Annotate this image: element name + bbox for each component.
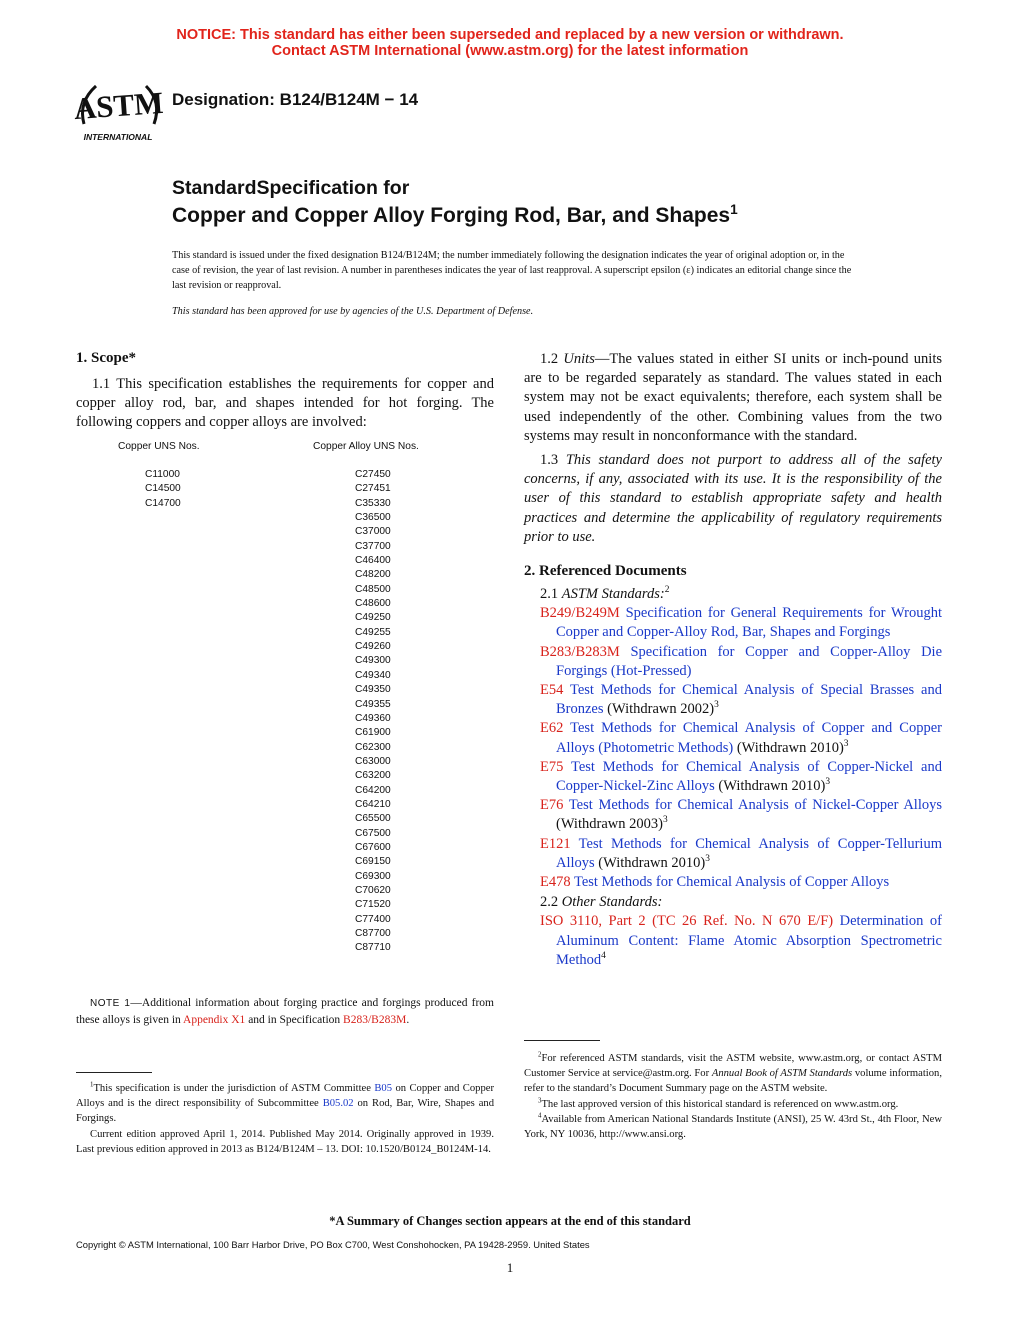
- committee-b05-link[interactable]: B05: [374, 1083, 393, 1094]
- ref-code[interactable]: E75: [540, 758, 564, 775]
- ref-footnote-mark: 3: [714, 700, 719, 711]
- alloy-uns-item: C64210: [355, 798, 391, 810]
- note-text-3: .: [406, 1014, 410, 1026]
- designation: Designation: B124/B124M − 14: [172, 90, 419, 109]
- astm-ref-list: [540, 604, 942, 892]
- footnote-4: [524, 1112, 942, 1142]
- alloy-uns-item: C62300: [355, 741, 391, 753]
- alloy-uns-item: C69300: [355, 870, 391, 882]
- ref-item[interactable]: [540, 643, 942, 681]
- footnote-1-edition-text: Current edition approved April 1, 2014. Published May 2014. Originally approved in 1939. Last previous edition approved in 2013 as B124/B124M – 13. DOI: 10.1520/B0124_B0124M-14.: [76, 1128, 494, 1155]
- note-text-2: and in Specification: [245, 1014, 344, 1026]
- ref-code[interactable]: E54: [540, 682, 564, 699]
- footnotes-left: [76, 1081, 494, 1157]
- sub1-text: ASTM Standards:: [561, 586, 665, 603]
- refs-sub2: [524, 893, 942, 912]
- ref-code[interactable]: E478: [540, 874, 571, 891]
- notice-line-2: Contact ASTM International (www.astm.org) for the latest information: [271, 43, 749, 59]
- logo-word: INTERNATIONAL: [83, 132, 153, 142]
- intro-text: This standard is issued under the fixed designation B124/B124M; the number immediately following the designation indicates the year of original adoption or, in the case of revision, the year of last revision. A number in parentheses indicates the year of last reapproval. A superscript epsilon (ε) indicates an editorial change since the last revision or reapproval.: [172, 250, 852, 291]
- iso-title[interactable]: Determination of Aluminum Content: Flame Atomic Absorption Spectrometric Method: [556, 913, 942, 968]
- ref-code[interactable]: E76: [540, 797, 564, 814]
- footnote-2-text-b: volume information, refer to the standard’s Document Summary page on the ASTM website.: [524, 1068, 942, 1095]
- notice-line-1: NOTICE: This standard has either been superseded and replaced by a new version or withdrawn.: [176, 27, 844, 43]
- ref-item[interactable]: [540, 758, 942, 796]
- alloy-uns-item: C37000: [355, 526, 391, 538]
- ref-title[interactable]: Test Methods for Chemical Analysis of Copper and Copper Alloys (Photometric Methods): [556, 720, 942, 756]
- alloy-uns-item: C37700: [355, 540, 391, 552]
- alloy-uns-item: C49300: [355, 655, 391, 667]
- summary-note: *A Summary of Changes section appears at the end of this standard: [329, 1214, 691, 1228]
- logo-letters: ASTM: [74, 84, 164, 127]
- alloy-uns-item: C70620: [355, 884, 391, 896]
- astm-logo: [74, 72, 164, 144]
- ref-footnote-mark: 3: [843, 738, 849, 749]
- left-column: [76, 350, 494, 433]
- note-label: NOTE 1: [90, 998, 131, 1009]
- alloy-uns-item: C27450: [355, 469, 391, 480]
- alloy-uns-item: C48200: [355, 569, 391, 581]
- scope-p2: [524, 350, 942, 446]
- alloy-uns-item: C49350: [355, 684, 391, 696]
- ref-title[interactable]: Test Methods for Chemical Analysis of Special Brasses and Bronzes: [556, 682, 942, 718]
- document-title: [172, 175, 738, 229]
- alloy-uns-item: C48500: [355, 583, 391, 595]
- p2-text: —The values stated in either SI units or inch-pound units are to be regarded separately as standard. The values stated in each system may not be exact equivalents; therefore, each system shall be used independently of the other. Combining values from the two systems may result in nonconformance with the standard.: [524, 351, 943, 444]
- title-line-2: Copper and Copper Alloy Forging Rod, Bar, and Shapes: [172, 204, 731, 227]
- ref-code[interactable]: B249/B249M: [540, 605, 620, 622]
- ref-item[interactable]: [540, 796, 942, 834]
- footnote-2-italic: Annual Book of ASTM Standards: [711, 1068, 853, 1080]
- footnote-3: [524, 1097, 942, 1112]
- ref-footnote-mark: 3: [705, 854, 710, 865]
- ref-item[interactable]: [540, 719, 942, 757]
- title-footnote-mark: 1: [730, 202, 738, 217]
- ref-title[interactable]: Test Methods for Chemical Analysis of Copper-Nickel and Copper-Nickel-Zinc Alloys: [556, 758, 942, 795]
- ref-item[interactable]: [540, 835, 942, 873]
- footnote-1-text-a: This specification is under the jurisdiction of ASTM Committee: [93, 1083, 375, 1094]
- sub1-num: 2.1: [540, 586, 562, 603]
- ref-withdrawn: (Withdrawn 2003): [556, 816, 663, 833]
- copyright: Copyright © ASTM International, 100 Barr Harbor Drive, PO Box C700, West Conshohocken, PA 19428-2959. United States: [76, 1239, 590, 1250]
- title-line-1: StandardSpecification for: [172, 177, 410, 199]
- alloy-uns-item: C46400: [355, 555, 391, 567]
- alloy-uns-item: C49250: [355, 612, 391, 624]
- ref-title[interactable]: Test Methods for Chemical Analysis of Copper Alloys: [573, 874, 890, 891]
- alloy-uns-item: C63200: [355, 770, 391, 782]
- footnote-rule-left: [76, 1072, 152, 1073]
- alloy-uns-item: C69150: [355, 856, 391, 868]
- alloy-uns-item: C49260: [355, 641, 391, 653]
- ref-title[interactable]: Test Methods for Chemical Analysis of Nickel-Copper Alloys: [568, 797, 942, 814]
- copper-uns-item: C14700: [145, 497, 181, 509]
- sub1-mark: 2: [664, 585, 670, 596]
- alloy-uns-item: C36500: [355, 512, 391, 524]
- p3-num: 1.3: [540, 452, 566, 469]
- ref-withdrawn: (Withdrawn 2002): [603, 701, 715, 718]
- iso-code[interactable]: ISO 3110, Part 2 (TC 26 Ref. No. N 670 E/F): [540, 913, 834, 930]
- footnote-2: [524, 1051, 942, 1097]
- footnote-4-text: Available from American National Standards Institute (ANSI), 25 W. 43rd St., 4th Floor, New York, NY 10036, http://www.ansi.org.: [524, 1113, 942, 1141]
- alloy-uns-item: C77400: [355, 913, 391, 925]
- note-1: [76, 995, 494, 1028]
- footnote-1-text-c: on Rod, Bar, Wire, Shapes and Forgings.: [76, 1098, 495, 1125]
- alloy-uns-item: C64200: [355, 784, 391, 796]
- footnote-1-text-b: on Copper and Copper Alloys and is the direct responsibility of Subcommittee: [76, 1083, 494, 1110]
- copper-table-header-1: Copper UNS Nos.: [118, 441, 200, 452]
- ref-footnote-mark: 3: [662, 815, 668, 826]
- iso-ref[interactable]: [540, 912, 942, 970]
- alloy-uns-item: C49340: [355, 669, 391, 681]
- ref-withdrawn: (Withdrawn 2010): [594, 854, 706, 871]
- copper-uns-item: C14500: [145, 483, 181, 495]
- alloy-uns-item: C87700: [355, 928, 391, 939]
- copper-table-header-2: Copper Alloy UNS Nos.: [313, 441, 419, 452]
- ref-withdrawn: (Withdrawn 2010): [714, 778, 826, 795]
- ref-code[interactable]: E62: [540, 720, 564, 737]
- ref-item[interactable]: [540, 681, 942, 719]
- alloy-uns-item: C48600: [355, 598, 391, 610]
- iso-mark: 4: [601, 951, 606, 962]
- ref-footnote-mark: 3: [825, 777, 831, 788]
- ref-title[interactable]: Specification for General Requirements for Wrought Copper and Copper-Alloy Rod, Bar, Shapes and Forgings: [556, 605, 943, 641]
- dod-approval: This standard has been approved for use by agencies of the U.S. Department of Defense.: [172, 306, 534, 317]
- scope-p1-text: 1.1 This specification establishes the requirements for copper and copper alloy rod, bar, and shapes intended for hot forging. The following coppers and copper alloys are involved:: [76, 376, 494, 431]
- ref-item[interactable]: [540, 873, 942, 892]
- p3-text: This standard does not purport to address all of the safety concerns, if any, associated with its use. It is the responsibility of the user of this standard to establish appropriate safety and health practices and determine the applicability of regulatory requirements prior to use.: [524, 452, 942, 545]
- alloy-uns-item: C49360: [355, 712, 391, 724]
- p2-num: 1.2: [540, 351, 564, 367]
- footnote-1-mark: 1: [90, 1081, 94, 1089]
- alloy-uns-item: C63000: [355, 755, 391, 767]
- footnote-1-edition: [76, 1127, 494, 1157]
- footnotes-right: [524, 1051, 942, 1142]
- alloy-uns-item: C67600: [355, 841, 391, 853]
- subcommittee-b0502-link[interactable]: B05.02: [322, 1098, 354, 1110]
- ref-code[interactable]: B283/B283M: [540, 643, 620, 660]
- ref-title[interactable]: Test Methods for Chemical Analysis of Copper-Tellurium Alloys: [556, 835, 942, 871]
- ref-item[interactable]: [540, 604, 942, 642]
- ref-code[interactable]: E121: [540, 835, 571, 852]
- alloy-uns-item: C65500: [355, 813, 391, 825]
- footnote-2-text-a: For referenced ASTM standards, visit the ASTM website, www.astm.org, or contact ASTM Customer Service at service@astm.org. For: [524, 1053, 942, 1080]
- footnote-4-mark: 4: [538, 1112, 542, 1120]
- note-text-1: —Additional information about forging practice and forgings produced from these alloys is given in: [76, 997, 494, 1026]
- footnote-3-text: The last approved version of this historical standard is referenced on www.astm.org.: [541, 1098, 899, 1110]
- appendix-link[interactable]: Appendix X1: [183, 1014, 246, 1026]
- scope-p3: [524, 451, 942, 547]
- ref-title[interactable]: Specification for Copper and Copper-Alloy Die Forgings (Hot-Pressed): [556, 643, 943, 679]
- refs-heading: 2. Referenced Documents: [524, 563, 687, 580]
- ref-withdrawn: (Withdrawn 2010): [733, 739, 844, 756]
- refs-sub1: [524, 585, 942, 604]
- alloy-uns-item: C71520: [355, 899, 391, 911]
- alloy-uns-item: C61900: [355, 727, 391, 739]
- alloy-uns-list: [355, 468, 391, 956]
- footnote-1: [76, 1081, 494, 1127]
- alloy-uns-item: C49255: [355, 626, 391, 638]
- scope-p1: [76, 375, 494, 433]
- alloy-uns-item: C35330: [355, 497, 391, 509]
- sub2-text: Other Standards:: [561, 894, 663, 911]
- alloy-uns-item: C27451: [355, 483, 391, 495]
- page-number: 1: [506, 1260, 514, 1275]
- scope-heading: 1. Scope*: [76, 350, 136, 366]
- alloy-uns-item: C67500: [355, 827, 391, 839]
- sub2-num: 2.2: [540, 894, 562, 911]
- alloy-uns-item: C49355: [355, 698, 391, 710]
- p2-italic: Units: [563, 351, 595, 367]
- footnote-rule-right: [524, 1040, 600, 1041]
- intro-block: [172, 248, 862, 319]
- footnote-2-mark: 2: [538, 1051, 542, 1059]
- notice-banner: [0, 27, 1020, 59]
- copper-uns-list: [145, 468, 181, 511]
- astm-logo-mark: [74, 72, 164, 144]
- copper-uns-item: C11000: [145, 469, 180, 480]
- b283-link[interactable]: B283/B283M: [343, 1014, 407, 1026]
- right-column: [524, 350, 942, 970]
- footnote-3-mark: 3: [538, 1097, 542, 1105]
- alloy-uns-item: C87710: [355, 942, 391, 954]
